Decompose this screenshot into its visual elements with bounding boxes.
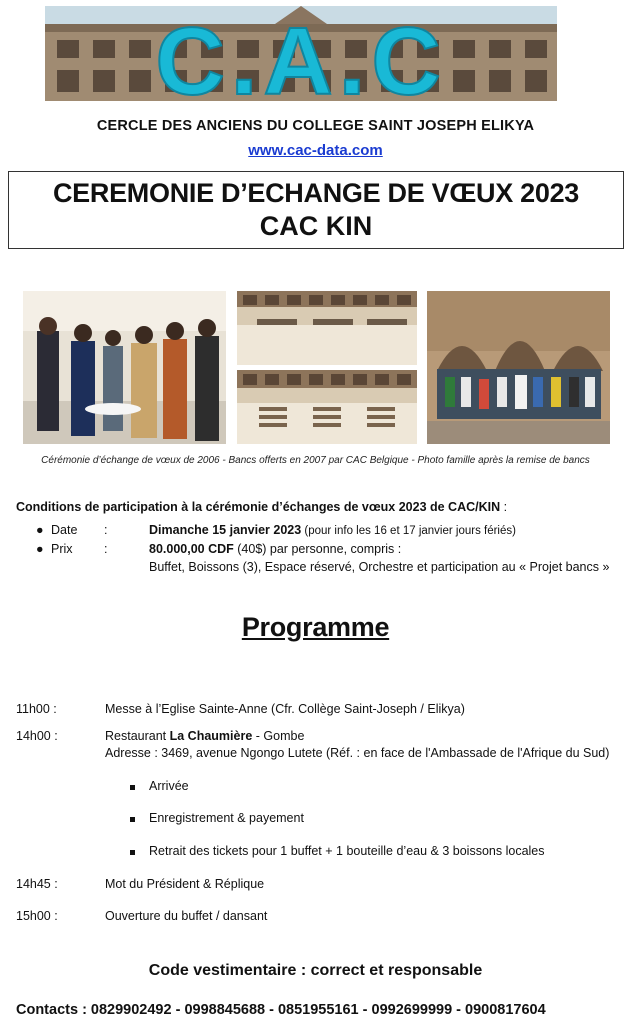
title-line1: CEREMONIE D’ECHANGE DE VŒUX 2023 — [52, 178, 580, 208]
date-value-bold: Dimanche 15 janvier 2023 — [149, 523, 302, 537]
title-box — [8, 171, 624, 249]
venue-post: - Gombe — [252, 729, 305, 743]
venue-pre: Restaurant — [105, 729, 170, 743]
square-bullet-icon — [130, 817, 135, 822]
website-link[interactable]: www.cac-data.com — [248, 142, 383, 159]
organization-name: CERCLE DES ANCIENS DU COLLEGE SAINT JOSEPH ELIKYA — [96, 118, 535, 134]
sub-item: Enregistrement & payement — [149, 811, 304, 825]
building-photo-with-logo — [45, 6, 557, 101]
square-bullet-icon — [130, 850, 135, 855]
programme-desc: Messe à l’Eglise Sainte-Anne (Cfr. Collège Saint-Joseph / Elikya) — [105, 702, 465, 716]
programme-time: 14h45 : — [16, 877, 58, 891]
condition-sep-price: : — [104, 542, 108, 556]
programme-desc: Mot du Président & Réplique — [105, 877, 265, 891]
condition-value-date — [149, 523, 516, 537]
condition-label-price: Prix — [51, 542, 73, 556]
bullet-dot-icon: ● — [36, 542, 44, 556]
venue-address: Adresse : 3469, avenue Ngongo Lutete (Réf. : en face de l'Ambassade de l'Afrique du Sud) — [105, 746, 610, 760]
banner-image — [45, 6, 557, 101]
programme-heading: Programme — [241, 612, 390, 642]
price-value-bold: 80.000,00 CDF — [149, 542, 234, 556]
programme-venue — [105, 729, 304, 743]
price-value-rest: (40$) par personne, compris : — [233, 542, 402, 556]
conditions-title — [16, 500, 507, 514]
programme-time: 15h00 : — [16, 909, 58, 923]
programme-time: 11h00 : — [16, 702, 57, 716]
conditions-title-text: Conditions de participation à la cérémonie d’échanges de vœux 2023 de CAC/KIN — [16, 500, 501, 514]
programme-desc: Ouverture du buffet / dansant — [105, 909, 268, 923]
sub-item: Retrait des tickets pour 1 buffet + 1 bouteille d’eau & 3 boissons locales — [149, 844, 545, 858]
condition-label-date: Date — [51, 523, 78, 537]
square-bullet-icon — [130, 785, 135, 790]
contacts-line: Contacts : 0829902492 - 0998845688 - 0851955161 - 0992699999 - 0900817604 — [16, 1002, 546, 1018]
photo-benches-2007 — [237, 291, 417, 444]
condition-value-price — [149, 542, 401, 556]
venue-name: La Chaumière — [169, 729, 253, 743]
price-includes: Buffet, Boissons (3), Espace réservé, Orchestre et participation au « Projet bancs » — [149, 560, 610, 574]
dress-code: Code vestimentaire : correct et responsable — [148, 962, 483, 979]
sub-item: Arrivée — [149, 779, 189, 793]
condition-sep-date: : — [104, 523, 108, 537]
photo-ceremony-2006 — [23, 291, 226, 444]
date-value-note: (pour info les 16 et 17 janvier jours fériés) — [301, 525, 516, 537]
photo-family-group — [427, 291, 610, 444]
programme-time: 14h00 : — [16, 729, 58, 743]
conditions-title-suffix: : — [500, 500, 508, 514]
cac-logo-text: C.A.C — [155, 8, 447, 101]
bullet-dot-icon: ● — [36, 523, 44, 537]
photos-caption: Cérémonie d’échange de vœux de 2006 - Bancs offerts en 2007 par CAC Belgique - Photo famille après la remise de bancs — [41, 455, 590, 466]
title-line2: CAC KIN — [259, 211, 373, 241]
